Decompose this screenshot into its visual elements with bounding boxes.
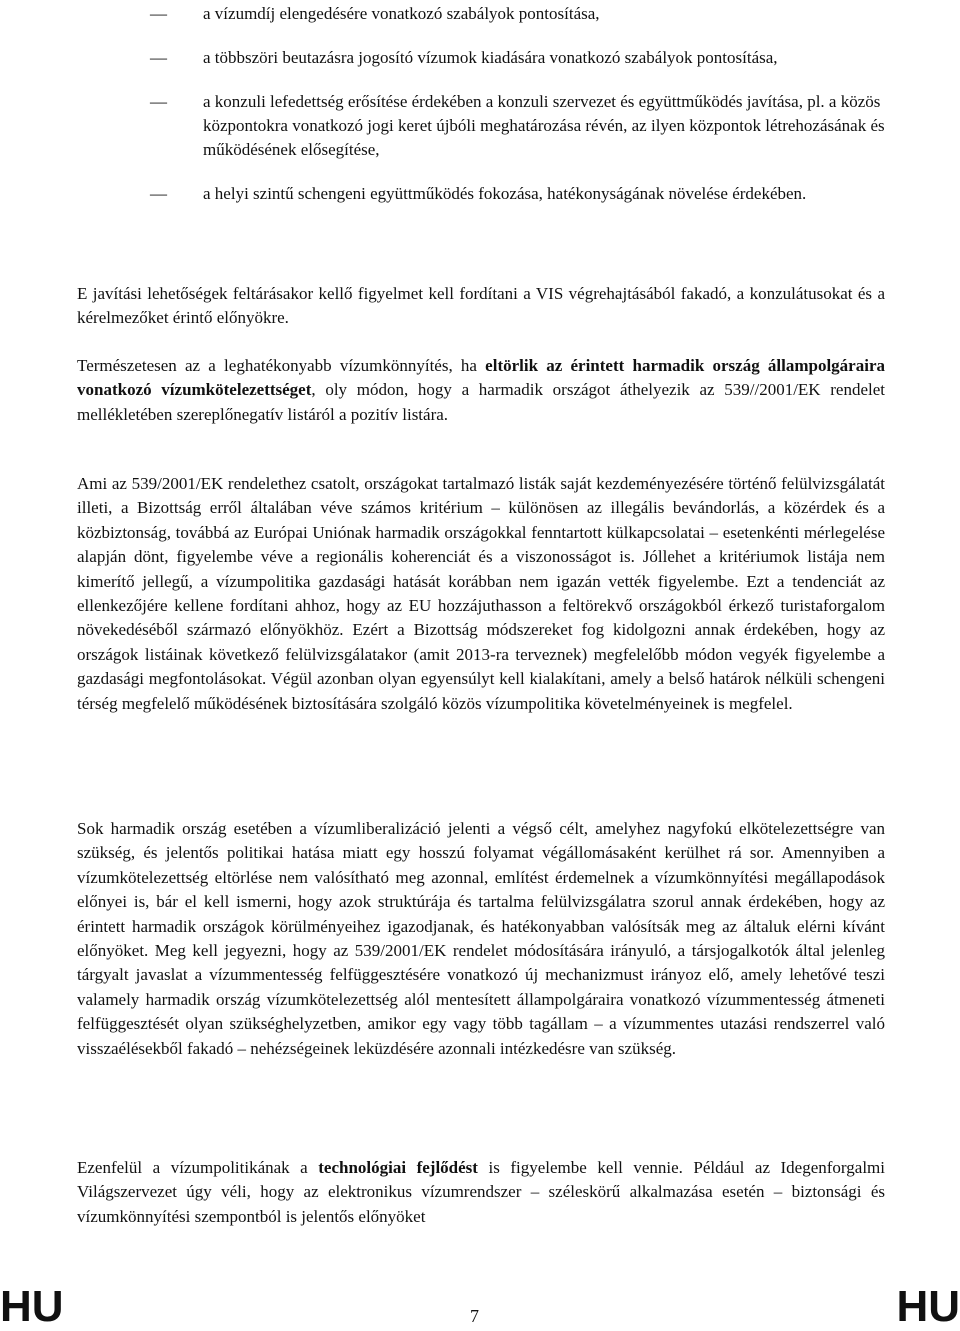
bullet-dash: — [150,4,167,23]
paragraph-visa-liberalisation: Sok harmadik ország esetében a vízumliberalizáció jelenti a végső célt, amelyhez nagyfokú elkötelezettségre van szükség, és jelentős politikai hatása miatt egy hosszú folyamat végállomásaként kerülhet rá sor. Amennyiben a vízumkötelezettség eltörlése nem valósítható meg azonnal, említést érdemelnek a vízumkönnyítési megállapodások előnyei is, bár el kell ismerni, hogy azok struktúrája és tartalma felülvizsgálatra szorul annak érdekében, hogy az érintett harmadik országok körülményeihez igazodjanak, és hatékonyabban valósítsák meg az általuk elérni kívánt előnyöket. Meg kell jegyezni, hogy az 539/2001/EK rendelet módosítására irányuló, a társjogalkotók által jelenleg tárgyalt javaslat a vízummentesség felfüggesztésére vonatkozó új mechanizmust irányoz elő, amely lehetővé teszi valamely harmadik ország vízumkötelezettség alól mentesített állampolgáraira vonatkozó vízummentesség átmeneti felfüggesztését olyan szükséghelyzetben, amikor egy vagy több tagállam – a vízummentes utazási rendszerrel való visszaélésekből fakadó – nehézségeinek leküzdésére azonnali intézkedésre van szükség. [77,819,885,1058]
paragraph-technology [77,1156,885,1229]
bullet-text: a vízumdíj elengedésére vonatkozó szabályok pontosítása, [203,4,600,23]
bullet-list [150,2,890,226]
footer-language-code-left: HU [0,1282,64,1331]
paragraph-visa-abolition [77,354,885,427]
paragraph-text: is figyelembe kell vennie. Például az Idegenforgalmi Világszervezet úgy véli, hogy az elektronikus vízumrendszer – széleskörű alkalmazása esetén – biztonsági és vízumkönnyítési szempontból is jelentős előnyöket [77,1158,885,1226]
list-item [150,2,890,26]
emphasis-text: technológiai fejlődést [318,1158,478,1177]
paragraph-list-review: Ami az 539/2001/EK rendelethez csatolt, országokat tartalmazó listák saját kezdeményezésére történő felülvizsgálatát illeti, a Bizottság erről általában véve számos kritérium – különösen az illegális bevándorlás, a közérdek és a közbiztonság, továbbá az Európai Uniónak harmadik országokkal fenntartott külkapcsolatai – esetenkénti mérlegelése alapján dönt, figyelembe véve a regionális koherenciát és a viszonosságot is. Jóllehet a kritériumok listája nem kimerítő jellegű, a vízumpolitika gazdasági hatását korábban nem igazán vették figyelembe. Ezt a tendenciát az ellenkezőjére kellene fordítani ahhoz, hogy az EU hozzájuthasson a feltörekvő országokból érkező turistaforgalom növekedéséből származó előnyökhöz. Ezért a Bizottság módszereket fog kidolgozni annak érdekében, hogy az országok listáinak következő felülvizsgálatakor (amit 2013-ra terveznek) megfelelőbb módon vegyék figyelembe a gazdasági megfontolásokat. Végül azonban olyan egyensúlyt kell kialakítani, amely a belső határok nélküli schengeni térség megfelelő működésének biztosítására szolgáló közös vízumpolitika követelményeinek is megfelel. [77,474,885,713]
paragraph-text: Természetesen az a leghatékonyabb vízumkönnyítés, ha [77,356,486,375]
footer-language-code-right: HU [896,1282,960,1331]
list-item [150,90,890,162]
paragraph-text: Ezenfelül a vízumpolitikának a [77,1158,319,1177]
list-item [150,182,890,206]
bullet-dash: — [150,92,167,111]
page-number: 7 [470,1306,479,1326]
paragraph-vis-benefits: E javítási lehetőségek feltárásakor kellő figyelmet kell fordítani a VIS végrehajtásából fakadó, a konzulátusokat és a kérelmezőket érintő előnyökre. [77,284,885,328]
emphasis-text: eltörlik az érintett harmadik ország állampolgáraira vonatkozó vízumkötelezettséget [77,356,885,400]
bullet-text: a többszöri beutazásra jogosító vízumok kiadására vonatkozó szabályok pontosítása, [203,48,778,67]
bullet-text: a helyi szintű schengeni együttműködés fokozása, hatékonyságának növelése érdekében. [203,184,807,203]
list-item [150,46,890,70]
bullet-dash: — [150,48,167,67]
paragraph-text: , oly módon, hogy a harmadik országot áthelyezik az 539//2001/EK rendelet mellékletében szereplőnegatív listáról a pozitív listára. [77,380,886,424]
bullet-dash: — [150,184,167,203]
bullet-text: a konzuli lefedettség erősítése érdekében a konzuli szervezet és együttműködés javítása, pl. a közös központokra vonatkozó jogi keret újbóli meghatározása révén, az ilyen központok létrehozásának és működésének elősegítése, [203,92,885,159]
